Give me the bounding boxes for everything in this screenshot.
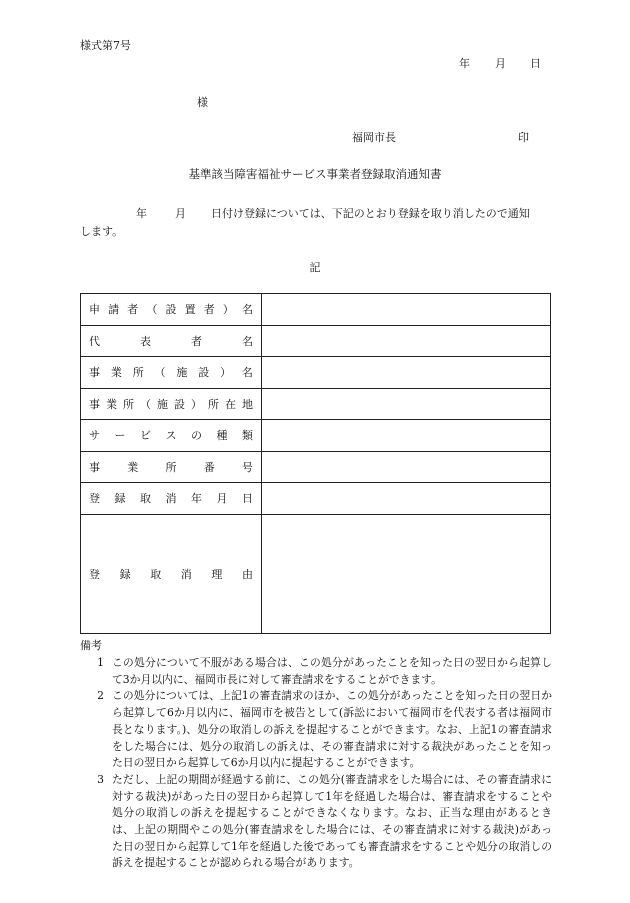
label-char: 所	[165, 460, 177, 474]
label-char: 登	[89, 567, 100, 581]
remarks-heading: 備考	[80, 639, 102, 652]
label-char: 登	[89, 492, 100, 506]
label-char: 者	[127, 303, 139, 317]
label-char: 施	[176, 366, 188, 380]
date-year: 年	[459, 57, 470, 70]
seal-mark: 印	[518, 131, 529, 144]
intro-month: 月	[175, 207, 186, 220]
document-title: 基準該当障害福祉サービス事業者登録取消通知書	[188, 167, 442, 181]
label-char: 所	[123, 397, 134, 411]
label-char: 者	[203, 303, 215, 317]
row-label	[81, 420, 262, 452]
label-char: 名	[241, 366, 253, 380]
table-row	[81, 388, 551, 420]
intro-line1: 日付け登録については、下記のとおり登録を取り消したので通知	[211, 207, 530, 220]
intro-year: 年	[136, 207, 147, 220]
remark-item	[80, 772, 552, 872]
label-char: 代	[89, 334, 100, 348]
label-char: 置	[184, 303, 196, 317]
label-char: 年	[191, 492, 202, 506]
label-char: 地	[242, 397, 253, 411]
remark-item	[80, 688, 552, 772]
label-char: 事	[89, 366, 100, 380]
row-value[interactable]	[262, 483, 551, 515]
label-char: 録	[114, 492, 126, 506]
intro-line2: します。	[80, 225, 124, 238]
row-label	[81, 294, 262, 326]
date-day: 日	[530, 57, 541, 70]
label-char: ）	[220, 366, 232, 380]
label-char: 日	[242, 492, 253, 506]
label-char: ）	[222, 303, 234, 317]
row-label	[81, 514, 262, 633]
row-value[interactable]	[262, 357, 551, 389]
label-char: ー	[114, 429, 126, 443]
row-value[interactable]	[262, 420, 551, 452]
date-line	[0, 55, 630, 71]
label-char: 在	[225, 397, 236, 411]
issuer-name: 福岡市長	[352, 131, 396, 144]
label-char: 由	[241, 567, 253, 581]
label-char: 表	[140, 334, 151, 348]
table-row	[81, 325, 551, 357]
label-char: 業	[110, 366, 122, 380]
label-char: 申	[89, 303, 100, 317]
label-char: （	[154, 366, 166, 380]
label-char: 設	[165, 303, 177, 317]
row-value[interactable]	[262, 325, 551, 357]
label-char: （	[146, 303, 158, 317]
label-char: 消	[165, 492, 177, 506]
label-char: 号	[242, 460, 253, 474]
label-char: 業	[106, 397, 117, 411]
label-char: 消	[180, 567, 192, 581]
row-label	[81, 325, 262, 357]
label-char: 録	[119, 567, 131, 581]
label-char: 名	[242, 334, 253, 348]
label-char: 者	[191, 334, 202, 348]
row-label	[81, 388, 262, 420]
label-char: 番	[203, 460, 215, 474]
label-char: 業	[127, 460, 139, 474]
table-row	[81, 451, 551, 483]
label-char: の	[191, 429, 202, 443]
remark-text: この処分については、上記1の審査請求のほか、この処分があったことを知った日の翌日から起算して6か月以内に、福岡市を被告として(訴訟において福岡市を代表する者は福岡市長となります。)、処分の取消しの訴えを提起することができます。なお、上記1の審査請求をした場合には、処分の取消しの訴えは、その審査請求に対する裁決があったことを知った日の翌日から起算して6か月以内に提起することができます。	[112, 689, 552, 770]
label-char: 名	[242, 303, 253, 317]
label-char: 請	[108, 303, 120, 317]
remark-item	[80, 655, 552, 688]
remark-number: 1	[97, 656, 104, 669]
label-char: ビ	[140, 429, 151, 443]
table-row	[81, 483, 551, 515]
label-char: （	[140, 397, 151, 411]
remark-text: この処分について不服がある場合は、この処分があったことを知った日の翌日から起算して3か月以内に、福岡市長に対して審査請求をすることができます。	[112, 656, 552, 686]
date-month: 月	[495, 57, 506, 70]
row-value[interactable]	[262, 514, 551, 633]
remarks-list	[80, 655, 552, 872]
label-char: 事	[89, 460, 100, 474]
label-char: 理	[211, 567, 223, 581]
label-char: 設	[174, 397, 185, 411]
intro-paragraph	[80, 205, 558, 241]
remark-number: 3	[97, 772, 104, 786]
row-value[interactable]	[262, 451, 551, 483]
row-label	[81, 451, 262, 483]
label-char: 設	[198, 366, 210, 380]
label-char: 所	[132, 366, 144, 380]
row-label	[81, 483, 262, 515]
label-char: 所	[208, 397, 219, 411]
label-char: 取	[150, 567, 162, 581]
ki-heading: 記	[309, 261, 321, 274]
row-label	[81, 357, 262, 389]
label-char: 事	[89, 397, 100, 411]
label-char: サ	[89, 429, 100, 443]
remark-text: ただし、上記の期間が経過する前に、この処分(審査請求をした場合には、その審査請求に対する裁決)があった日の翌日から起算して1年を経過した場合は、審査請求をすることや処分の取消しの訴えを提起することができなくなります。なお、正当な理由があるときは、上記の期間やこの処分(審査請求をした場合には、その審査請求に対する裁決)があった日の翌日から起算して1年を経過した後であっても審査請求をすることや処分の取消しの訴えを提起することが認められる場合があります。	[112, 772, 552, 870]
row-value[interactable]	[262, 388, 551, 420]
label-char: 月	[216, 492, 228, 506]
table-row	[81, 294, 551, 326]
label-char: 取	[140, 492, 151, 506]
table-row	[81, 420, 551, 452]
label-char: 類	[242, 429, 253, 443]
label-char: 種	[216, 429, 228, 443]
registration-table	[80, 293, 551, 634]
addressee-suffix: 様	[197, 96, 208, 109]
label-char: 施	[157, 397, 168, 411]
label-char: ス	[165, 429, 177, 443]
table-row	[81, 514, 551, 633]
label-char: ）	[191, 397, 202, 411]
form-number: 様式第7号	[80, 39, 131, 52]
table-row	[81, 357, 551, 389]
row-value[interactable]	[262, 294, 551, 326]
remark-number: 2	[97, 689, 104, 703]
